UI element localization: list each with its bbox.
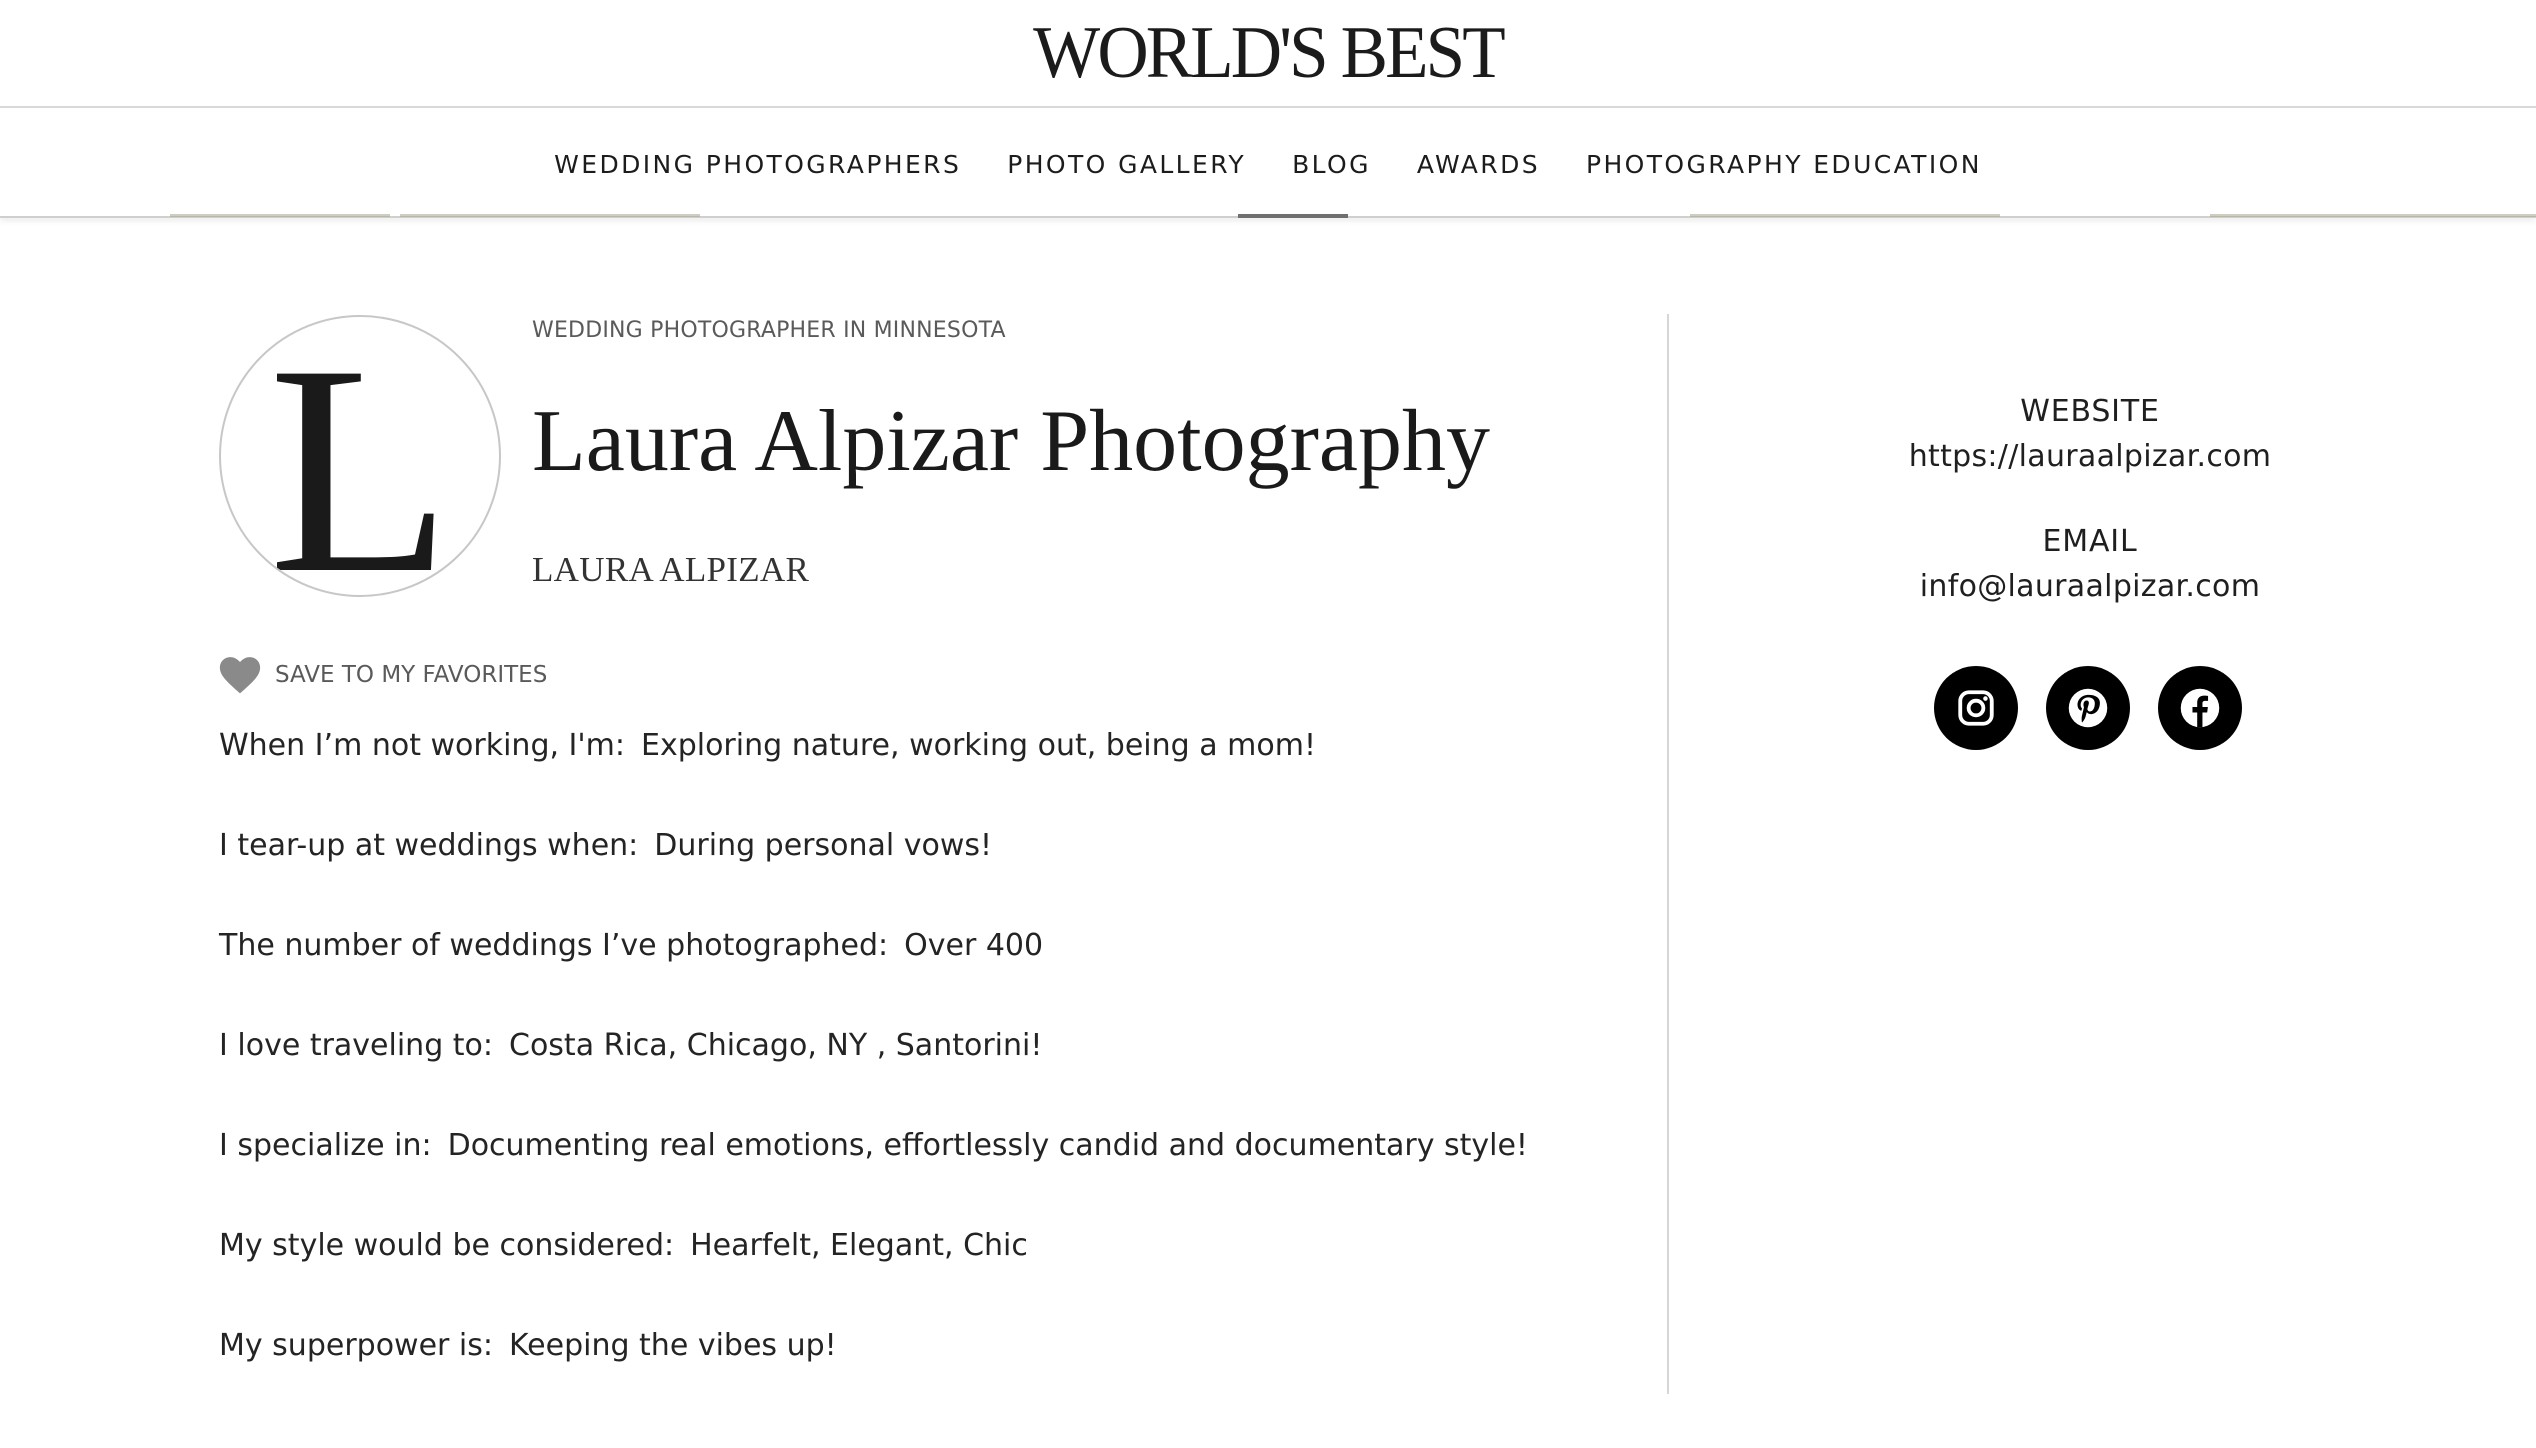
heart-icon [219, 655, 261, 695]
website-block [1790, 390, 2390, 480]
nav-decoration [400, 214, 700, 217]
nav-item-blog[interactable]: BLOG [1292, 150, 1371, 179]
qa-answer: Hearfelt, Elegant, Chic [690, 1228, 1028, 1263]
qa-row [219, 1122, 1619, 1222]
column-divider [1667, 314, 1669, 1394]
qa-row [219, 1322, 1619, 1422]
nav-decoration [2210, 214, 2536, 217]
instagram-button[interactable] [1934, 666, 2018, 750]
qa-answer: Costa Rica, Chicago, NY , Santorini! [509, 1028, 1043, 1063]
qa-question: I tear-up at weddings when: [219, 828, 639, 863]
website-link[interactable]: https://lauraalpizar.com [1908, 439, 2272, 474]
site-header [0, 0, 2536, 108]
qa-question: I specialize in: [219, 1128, 432, 1163]
nav-active-indicator [1238, 214, 1348, 218]
email-block [1790, 520, 2390, 610]
qa-answer: Keeping the vibes up! [508, 1328, 837, 1363]
main-nav [0, 108, 2536, 218]
pinterest-button[interactable] [2046, 666, 2130, 750]
pinterest-icon [2067, 687, 2109, 729]
qa-row [219, 822, 1619, 922]
nav-item-awards[interactable]: AWARDS [1416, 150, 1540, 179]
qa-row [219, 922, 1619, 1022]
email-label: EMAIL [2042, 524, 2138, 559]
email-link[interactable]: info@lauraalpizar.com [1919, 569, 2261, 604]
nav-decoration [1690, 214, 2000, 217]
qa-question: My superpower is: [219, 1328, 493, 1363]
facebook-button[interactable] [2158, 666, 2242, 750]
avatar-letter: L [268, 315, 452, 597]
qa-row [219, 722, 1619, 822]
qa-question: I love traveling to: [219, 1028, 493, 1063]
business-name: Laura Alpizar Photography [532, 393, 1490, 490]
qa-answer: During personal vows! [654, 828, 993, 863]
qa-question: My style would be considered: [219, 1228, 675, 1263]
nav-decoration [170, 214, 390, 217]
qa-question: The number of weddings I’ve photographed: [219, 928, 889, 963]
qa-answer: Documenting real emotions, effortlessly candid and documentary style! [447, 1128, 1528, 1163]
category-label: WEDDING PHOTOGRAPHER IN MINNESOTA [532, 318, 1006, 343]
nav-item-wedding-photographers[interactable]: WEDDING PHOTOGRAPHERS [554, 150, 962, 179]
site-logo[interactable]: WORLD'S BEST [1033, 12, 1503, 94]
avatar [219, 315, 501, 597]
nav-item-photo-gallery[interactable]: PHOTO GALLERY [1007, 150, 1247, 179]
profile-qa-list [219, 722, 1619, 1422]
owner-name: LAURA ALPIZAR [532, 550, 810, 589]
qa-row [219, 1222, 1619, 1322]
facebook-icon [2179, 687, 2221, 729]
save-to-favorites-button[interactable] [219, 655, 547, 695]
instagram-icon [1955, 687, 1997, 729]
nav-item-photography-education[interactable]: PHOTOGRAPHY EDUCATION [1586, 150, 1982, 179]
qa-answer: Exploring nature, working out, being a mom! [640, 728, 1316, 763]
nav-list [0, 150, 2536, 180]
social-links [1934, 666, 2242, 750]
favorites-label: SAVE TO MY FAVORITES [275, 662, 548, 688]
website-label: WEBSITE [2020, 394, 2160, 429]
qa-answer: Over 400 [904, 928, 1044, 963]
contact-panel [1790, 390, 2390, 610]
qa-question: When I’m not working, I'm: [219, 728, 625, 763]
qa-row [219, 1022, 1619, 1122]
